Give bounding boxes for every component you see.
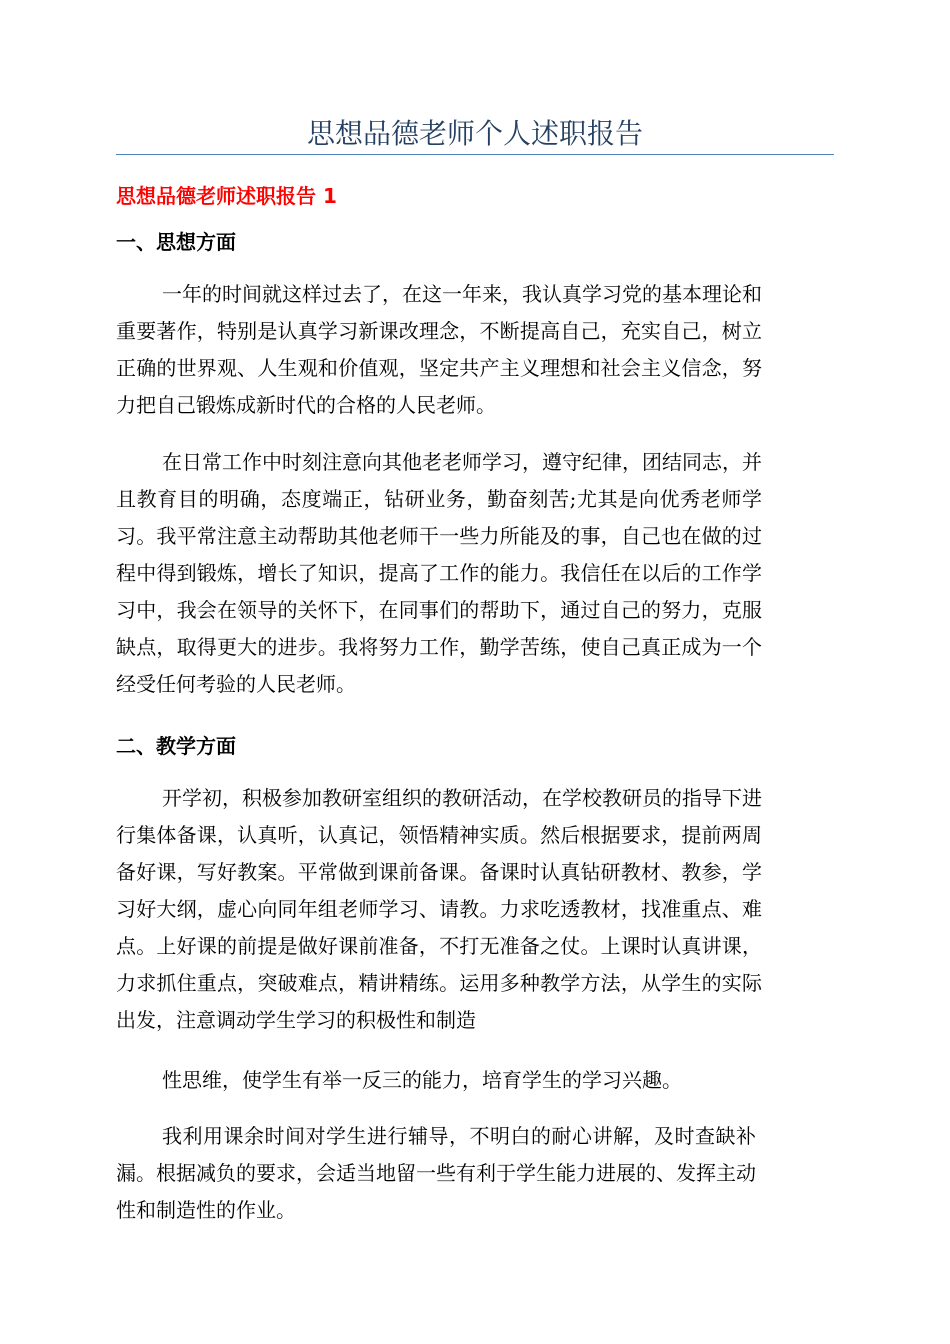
paragraph-line: 性和制造性的作业。 <box>116 1198 296 1222</box>
paragraph-line: 漏。根据减负的要求，会适当地留一些有利于学生能力进展的、发挥主动 <box>116 1161 756 1185</box>
paragraph-line: 重要著作，特别是认真学习新课改理念，不断提高自己，充实自己，树立 <box>116 319 762 343</box>
paragraph-line: 行集体备课，认真听，认真记，领悟精神实质。然后根据要求，提前两周 <box>116 823 762 847</box>
paragraph-line: 正确的世界观、人生观和价值观，坚定共产主义理想和社会主义信念，努 <box>116 356 762 380</box>
paragraph-line: 缺点，取得更大的进步。我将努力工作，勤学苦练，使自己真正成为一个 <box>116 635 762 659</box>
paragraph-line: 在日常工作中时刻注意向其他老老师学习，遵守纪律，团结同志，并 <box>162 450 762 474</box>
paragraph-line: 程中得到锻炼，增长了知识，提高了工作的能力。我信任在以后的工作学 <box>116 561 762 585</box>
paragraph-2 <box>116 444 762 703</box>
paragraph-line: 力求抓住重点，突破难点，精讲精练。运用多种教学方法，从学生的实际 <box>116 971 762 995</box>
paragraph-line: 开学初，积极参加教研室组织的教研活动，在学校教研员的指导下进 <box>162 786 762 810</box>
paragraph-line: 备好课，写好教案。平常做到课前备课。备课时认真钻研教材、教参，学 <box>116 860 762 884</box>
paragraph-line: 习。我平常注意主动帮助其他老师干一些力所能及的事，自己也在做的过 <box>116 524 762 548</box>
subheading-thought: 一、思想方面 <box>116 230 236 254</box>
document-title: 思想品德老师个人述职报告 <box>306 117 643 150</box>
paragraph-line: 我利用课余时间对学生进行辅导，不明白的耐心讲解，及时查缺补 <box>162 1124 756 1148</box>
paragraph-line: 出发，注意调动学生学习的积极性和制造 <box>116 1008 476 1032</box>
paragraph-line: 习中，我会在领导的关怀下，在同事们的帮助下，通过自己的努力，克服 <box>116 598 762 622</box>
paragraph-line: 性思维，使学生有举一反三的能力，培育学生的学习兴趣。 <box>162 1068 682 1092</box>
paragraph-line: 点。上好课的前提是做好课前准备，不打无准备之仗。上课时认真讲课， <box>116 934 762 958</box>
paragraph-1 <box>116 276 762 424</box>
paragraph-3 <box>116 780 762 1039</box>
paragraph-line: 力把自己锻炼成新时代的合格的人民老师。 <box>116 393 496 417</box>
paragraph-4 <box>116 1062 682 1099</box>
paragraph-line: 习好大纲，虚心向同年组老师学习、请教。力求吃透教材，找准重点、难 <box>116 897 762 921</box>
paragraph-line: 一年的时间就这样过去了，在这一年来，我认真学习党的基本理论和 <box>162 282 762 306</box>
subheading-teaching: 二、教学方面 <box>116 734 236 758</box>
paragraph-line: 且教育目的明确，态度端正，钻研业务，勤奋刻苦;尤其是向优秀老师学 <box>116 487 762 511</box>
paragraph-5 <box>116 1118 756 1229</box>
paragraph-line: 经受任何考验的人民老师。 <box>116 672 356 696</box>
section-heading: 思想品德老师述职报告 1 <box>116 184 337 208</box>
title-underline <box>116 154 834 155</box>
